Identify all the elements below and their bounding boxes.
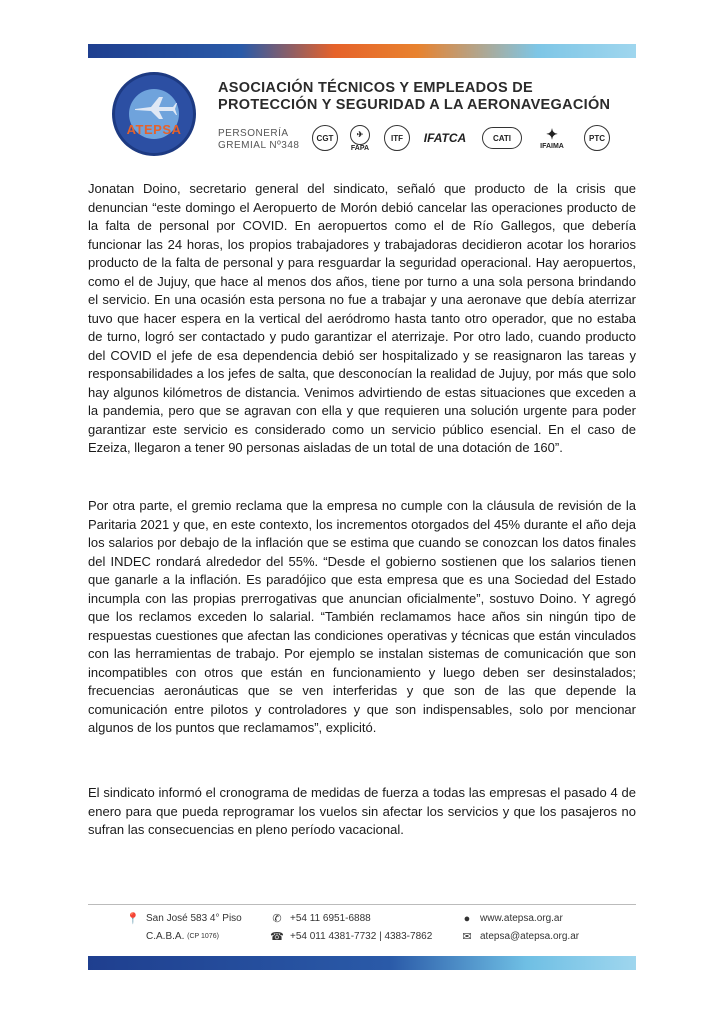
footer-contact <box>460 910 579 946</box>
address-city: C.A.B.A. <box>146 931 185 942</box>
footer-phones <box>270 910 432 946</box>
ifaima-emblem-icon: ✦ <box>546 126 558 142</box>
personeria-line1: PERSONERÍA <box>218 128 289 139</box>
footer-divider <box>88 904 636 905</box>
logo-text: ATEPSA <box>126 122 182 137</box>
org-title-line1: ASOCIACIÓN TÉCNICOS Y EMPLEADOS DE <box>218 80 534 96</box>
globe-icon: ● <box>463 913 471 925</box>
org-title-line2: PROTECCIÓN Y SEGURIDAD A LA AERONAVEGACIÓN <box>218 97 611 113</box>
whatsapp-icon: ✆ <box>272 913 282 925</box>
affiliation-ptc-logo: PTC <box>582 124 612 152</box>
affiliation-ifatca-logo: IFATCA <box>423 131 467 145</box>
fapa-airplane-icon: ✈ <box>350 125 370 145</box>
affiliation-itf-logo: ITF <box>382 124 412 152</box>
airplane-icon <box>133 95 177 121</box>
phone-icon: ☎ <box>270 931 284 943</box>
location-pin-icon: 📍 <box>126 913 140 925</box>
whatsapp-number[interactable]: +54 11 6951-6888 <box>290 913 371 924</box>
organization-title <box>218 80 610 114</box>
paragraph-3: El sindicato informó el cronograma de medidas de fuerza a todas las empresas el pasado 4 de enero para que pueda reprogramar los vuelos sin afectar los servicios y que los pasajeros no sufran las consecuencias en pleno período vacacional. <box>88 785 636 837</box>
header-color-band <box>88 44 636 58</box>
email-link[interactable]: atepsa@atepsa.org.ar <box>480 931 580 942</box>
paragraph-1: Jonatan Doino, secretario general del sindicato, señaló que producto de la crisis que denuncian “este domingo el Aeropuerto de Morón debió cancelar las operaciones producto de la falta de personal por COVID. En aeropuertos como el de Río Gallegos, que debería funcionar las 24 horas, los propios trabajadores y trabajadoras decidieron acotar los horarios producto de la falta de personal y para resguardar la seguridad operacional. Hay aeropuertos, como el de Jujuy, que hace al menos dos años, tiene por turno a una sola persona brindando el servicio. En una ocasión esta persona no fue a trabajar y una aeronave que debía aterrizar tuvo que hacer espera en la vertical del aeródromo hasta tanto otro operador, que no estaba de turno, logró ser contactado y pudo garantizar el aterrizaje. Por otro lado, cuando producto del COVID el jefe de esa dependencia debió ser hospitalizado y se reasignaron las tareas y responsabilidades a los jefes de salta, que desconocían la realidad de Jujuy, por más que solo hay algunos kilómetros de distancia. Venimos advirtiendo de estas situaciones que exceden a la pandemia, pero que se agravan con ella y que requieren una solución urgente para poder garantizar este servicio es considerado como un servicio público esencial. En el caso de Ezeiza, llegaron a tener 90 personas aisladas de un total de una dotación de 160”. <box>88 181 636 455</box>
phone-numbers[interactable]: +54 011 4381-7732 | 4383-7862 <box>290 931 433 942</box>
paragraph-2: Por otra parte, el gremio reclama que la empresa no cumple con la cláusula de revisión de la Paritaria 2021 y que, en este contexto, los incrementos otorgados del 45% durante el año deja los salarios por debajo de la inflación que se estima que cuando se conozcan los datos finales del INDEC rondará alrededor del 55%. “Desde el gobierno sostienen que los salarios tienen que ganarle a la inflación. Es paradójico que esta empresa que es una Sociedad del Estado incumpla con las propias prerrogativas que anuncian oficialmente”, sostuvo Doino. Y agregó que los reclamos exceden lo salarial. “También reclamamos hace años sin ningún tipo de respuestas cuestiones que afectan las condiciones operativas y técnicas que están vinculados con las herramientas de trabajo. Por ejemplo se instalan sistemas de comunicación que son incompatibles con otros que están en funcionamiento y luego deben ser desinstalados; frecuencias aeronáuticas que se ven interferidas y que son de las que depende la comunicación entre pilotos y controladores y que son indispensables, solo por mencionar algunos de los puntos que reclamamos”, explicitó. <box>88 498 636 735</box>
atepsa-logo <box>112 72 196 156</box>
affiliation-cati-logo: CATI <box>480 124 524 152</box>
address-cp: (CP 1076) <box>187 933 219 940</box>
affiliation-fapa-logo: ✈ FAPA <box>345 124 375 152</box>
address-line1: San José 583 4° Piso <box>146 913 242 924</box>
affiliation-ifaima-logo: ✦ IFAIMA <box>540 126 564 150</box>
footer-color-band <box>88 956 636 970</box>
affiliation-cgt-logo: CGT <box>310 124 340 152</box>
email-icon: ✉ <box>462 931 472 943</box>
personeria-gremial <box>218 128 299 152</box>
personeria-line2: GREMIAL Nº348 <box>218 140 300 151</box>
website-link[interactable]: www.atepsa.org.ar <box>480 913 563 924</box>
footer-address <box>126 910 242 946</box>
